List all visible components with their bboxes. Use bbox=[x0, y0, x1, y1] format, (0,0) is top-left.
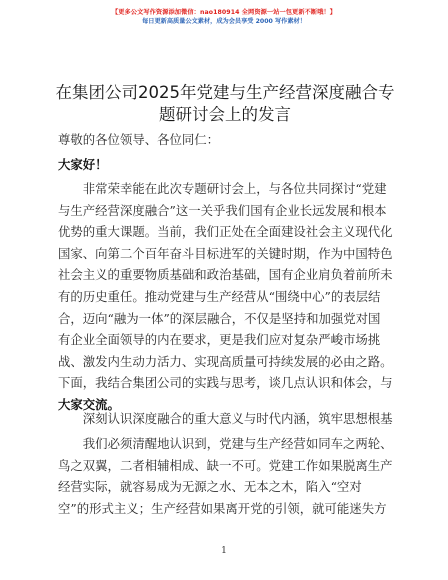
paragraph-1-line: 合，迈向“融为一体”的深层融合，不仅是坚持和加强党对国 bbox=[58, 310, 381, 326]
paragraph-1-line: 下面，我结合集团公司的实践与思考，谈几点认识和体会，与 bbox=[58, 375, 393, 391]
greeting: 大家好！ bbox=[58, 157, 108, 172]
paragraph-1 bbox=[58, 178, 398, 416]
paragraph-2-line: 我们必须清醒地认识到，党建与生产经营如同车之两轮、 bbox=[82, 436, 393, 451]
paragraph-2-line: 空”的形式主义；生产经营如果离开党的引领，就可能迷失方 bbox=[58, 500, 387, 516]
paragraph-1-line: 社会主义的重要物质基础和政治基础，国有企业肩负着前所未 bbox=[58, 267, 393, 283]
paragraph-1-line: 非常荣幸能在此次专题研讨会上，与各位共同探讨“党建 bbox=[82, 181, 387, 196]
paragraph-1-line: 国家、向第二个百年奋斗目标进军的关键时期，作为中国特色 bbox=[58, 245, 393, 261]
page-number: 1 bbox=[221, 546, 227, 556]
paragraph-1-line: 战、激发内生动力活力、实现高质量可持续发展的必由之路。 bbox=[58, 353, 393, 369]
document-title: 在集团公司2025年党建与生产经营深度融合专题研讨会上的发言 bbox=[55, 83, 395, 124]
salutation: 尊敬的各位领导、各位同仁： bbox=[58, 132, 220, 147]
paragraph-1-line: 有的历史重任。推动党建与生产经营从“围绕中心”的表层结 bbox=[58, 288, 381, 304]
paragraph-1-last-line: 大家交流。 bbox=[58, 396, 120, 412]
paragraph-2-line: 经营实际，就容易成为无源之水、无本之木，陷入“空对 bbox=[58, 479, 362, 495]
paragraph-1-line: 与生产经营深度融合”这一关乎我们国有企业长远发展和根本 bbox=[58, 202, 387, 218]
promo-banner bbox=[0, 8, 448, 26]
promo-banner-line-1: 【更多公文写作资源添加微信：nao180914 全网资源一站一包更新不断哦！】 bbox=[111, 9, 337, 16]
paragraph-2 bbox=[58, 433, 398, 519]
paragraph-2-line: 鸟之双翼，二者相辅相成、缺一不可。党建工作如果脱离生产 bbox=[58, 457, 393, 473]
paragraph-1-line: 有企业全面领导的内在要求，更是我们应对复杂严峻市场挑 bbox=[58, 332, 381, 348]
section-heading: 深刻认识深度融合的重大意义与时代内涵，筑牢思想根基 bbox=[82, 411, 393, 426]
paragraph-1-line: 优势的重大课题。当前，我们正处在全面建设社会主义现代化 bbox=[58, 224, 393, 240]
promo-banner-line-2: 每日更新高质量公文素材，成为会员享受 2000 写作素材！ bbox=[142, 18, 306, 25]
